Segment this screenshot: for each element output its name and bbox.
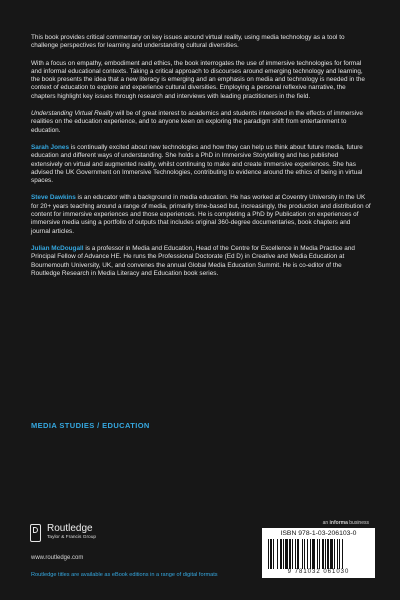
publisher-name: Routledge xyxy=(47,523,93,534)
informa-business-mark: an informa business xyxy=(322,520,369,526)
isbn-text: ISBN 978-1-03-206103-0 xyxy=(280,530,357,537)
author-bio-2 xyxy=(31,194,371,235)
audience-text: will be of great interest to academics and students interested in the effects of immersive realities on the education experience, and to anyone keen on exploring the paradigm shift from entertainment to education. xyxy=(31,110,363,134)
barcode-icon xyxy=(268,539,369,569)
publisher-logo xyxy=(30,524,96,544)
author-bio-text: is a professor in Media and Education, Head of the Centre for Excellence in Media Practice and Principal Fellow of Advance HE. He runs the Professional Doctorate (Ed D) in Creative and Media Education at Bournemouth University, UK, and convenes the annual Global Media Education Summit. He is co-editor of the Routledge Research in Media Literacy and Education book series. xyxy=(31,244,355,277)
author-name: Sarah Jones xyxy=(31,143,70,151)
barcode-digits: 9 781032 061030 xyxy=(287,569,350,575)
author-name: Steve Dawkins xyxy=(31,194,76,202)
subject-category: MEDIA STUDIES / EDUCATION xyxy=(31,421,150,430)
publisher-group: Taylor & Francis Group xyxy=(47,535,97,540)
publisher-url: www.routledge.com xyxy=(31,555,84,561)
author-name: Julian McDougall xyxy=(31,244,84,252)
ebook-notice: Routledge titles are available as eBook editions in a range of digital formats xyxy=(31,572,218,578)
author-bio-1 xyxy=(31,144,371,185)
description-paragraph-2: With a focus on empathy, embodiment and ethics, the book interrogates the use of immersive technologies for formal and informal educational contexts. Taking a critical approach to discourses around emerging technology and learning, the book presents the idea that a new literacy is emerging and an emphasis on media and technology is needed in the context of education to explore and experience cultural diversities. Employing a personal reflexive narrative, the chapters highlight key issues through research and interviews with leading practitioners in the field. xyxy=(31,59,365,100)
description-paragraph-3 xyxy=(31,110,371,135)
barcode-panel xyxy=(262,528,375,578)
back-cover-text xyxy=(31,34,371,287)
book-title: Understanding Virtual Reality xyxy=(31,110,114,118)
author-bio-text: is continually excited about new technologies and how they can help us think about future media, future education and different ways of understanding. She holds a PhD in Immersive Storytelling and has published extensively on virtual and augmented reality, whilst continuing to make and create immersive experiences. She has advised the UK Government on Immersive Technologies, contributing to evidence around the ethics of being in virtual spaces. xyxy=(31,143,363,185)
author-bio-3 xyxy=(31,245,371,278)
author-bio-text: is an educator with a background in media education. He has worked at Coventry University in the UK for 20+ years teaching around a range of media, primarily time-based but, increasingly, the production and distribution of content for immersive experiences and those experiences. He is completing a PhD by Publication on experiences of immersive media using a portfolio of outputs that includes original 360-degree documentaries, book chapters and journal articles. xyxy=(31,194,371,235)
description-paragraph-1: This book provides critical commentary on key issues around virtual reality, using media technology as a tool to challenge perspectives for learning and understanding cultural diversities. xyxy=(31,34,345,50)
routledge-r-icon xyxy=(30,524,43,544)
